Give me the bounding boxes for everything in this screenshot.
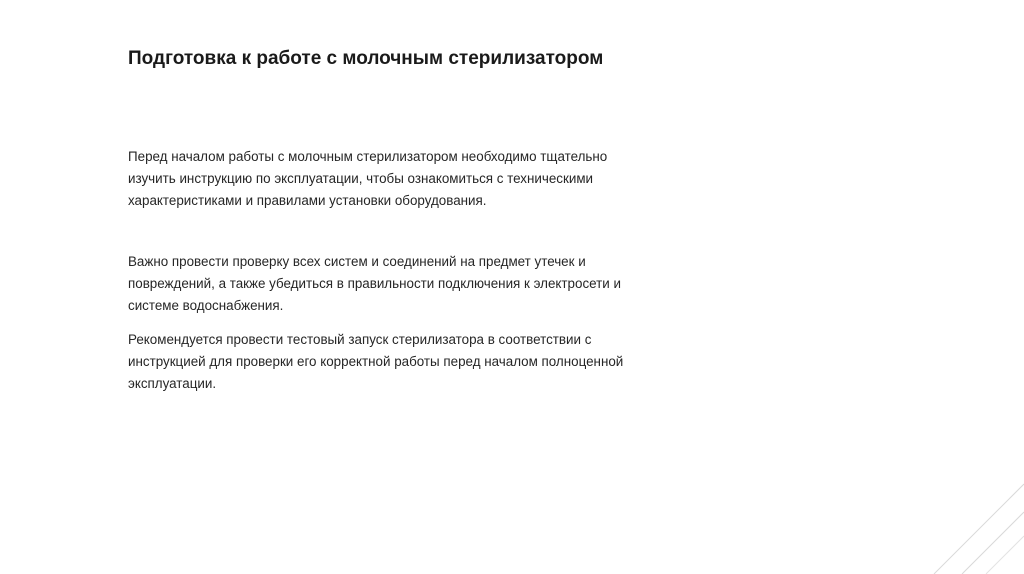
paragraph-line: характеристиками и правилами установки оборудования. [128,193,487,208]
paragraph-line: эксплуатации. [128,376,217,391]
paragraph-line: Перед началом работы с молочным стерилизатором необходимо тщательно [128,149,608,164]
paragraph-line: Рекомендуется провести тестовый запуск стерилизатора в соответствии с [128,332,592,347]
corner-diagonal-lines-icon [914,464,1024,574]
paragraph-line: изучить инструкцию по эксплуатации, чтобы ознакомиться с техническими [128,171,594,186]
slide-title: Подготовка к работе с молочным стерилизатором [128,48,604,69]
paragraph-line: повреждений, а также убедиться в правильности подключения к электросети и [128,276,621,291]
paragraph-line: Важно провести проверку всех систем и соединений на предмет утечек и [128,254,586,269]
paragraph-line: системе водоснабжения. [128,298,284,313]
paragraph-test-run [128,329,668,395]
paragraph-line: инструкцией для проверки его корректной работы перед началом полноценной [128,354,624,369]
paragraph-system-check [128,251,668,317]
paragraph-instructions [128,146,668,212]
